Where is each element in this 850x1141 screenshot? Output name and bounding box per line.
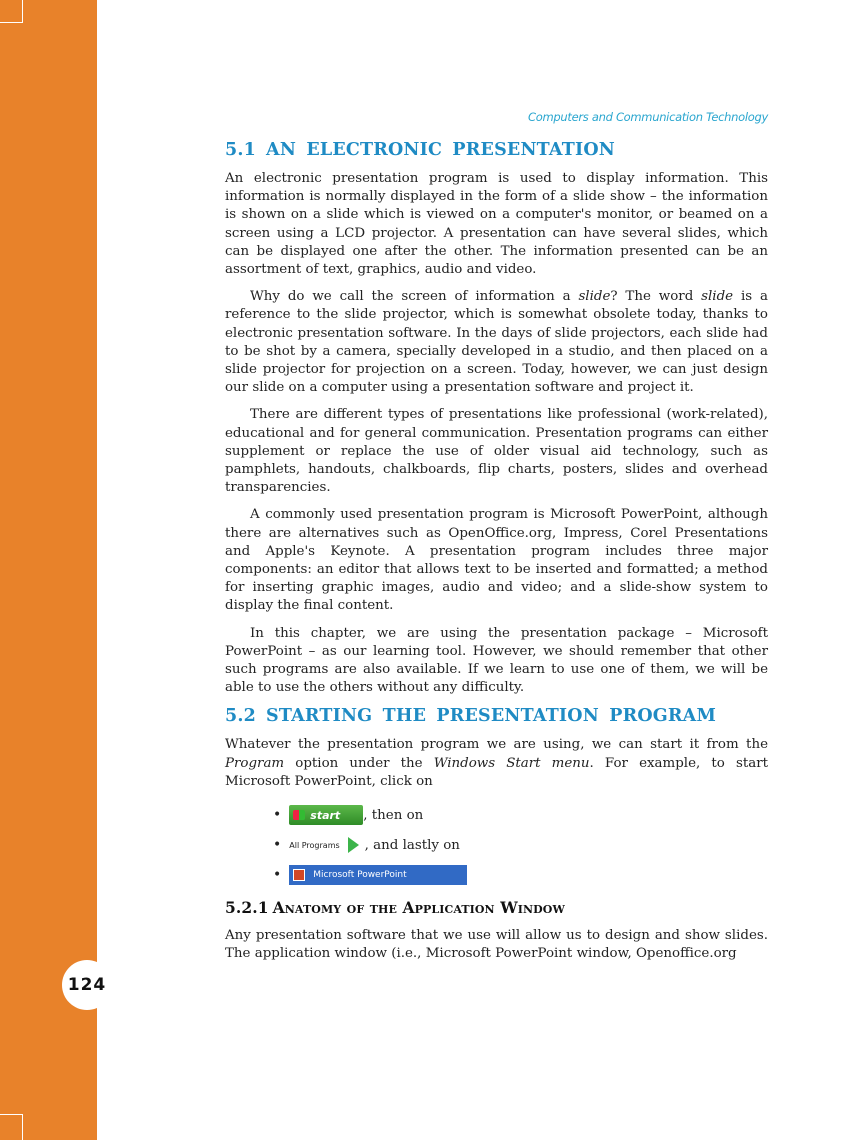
paragraph-slide [225,288,768,397]
italic-term: slide [578,289,611,305]
italic-term: Windows Start menu [433,755,590,771]
section-title: AN ELECTRONIC PRESENTATION [266,140,615,160]
step-text: , then on [363,807,424,823]
paragraph: An electronic presentation program is used to display information. This information is normally displayed in the form of a slide show – the information is shown on a slide which is viewed on a computer's monitor, or beamed on a screen using a LCD projector. A presentation can have several slides, which can be displayed one after the other. The information presented can be an assortment of text, graphics, audio and video. [225,171,768,278]
section-number: 5.1 [225,140,257,160]
windows-flag-icon [293,810,305,820]
powerpoint-menu-item[interactable] [289,865,467,885]
section-heading-5-1 [225,140,768,160]
all-programs-menu-item[interactable] [289,837,362,853]
subsection-heading-5-2-1 [225,898,768,917]
powerpoint-icon [293,869,305,881]
subsection-title: Anatomy of the Application Window [272,898,565,918]
page-content [225,110,768,973]
paragraph-intro [225,736,768,791]
bullet: • [273,807,282,824]
text-run: Whatever the presentation program we are using, we can start it from the [225,737,768,753]
paragraph: Any presentation software that we use will allow us to design and show slides. The application window (i.e., Microsoft PowerPoint window, Openoffice.org [225,928,768,962]
section-title: STARTING THE PRESENTATION PROGRAM [266,706,717,727]
running-head: Computers and Communication Technology [528,110,768,124]
text-run: option under the [284,755,434,771]
green-arrow-icon [348,837,359,853]
subsection-number: 5.2.1 [225,898,269,918]
paragraph: A commonly used presentation program is Microsoft PowerPoint, although there are alternatives such as OpenOffice.org, Impress, Corel Presentations and Apple's Keynote. A presentation program includes three major components: an editor that allows text to be inserted and formatted; a method for inserting graphic images, audio and video; and a slide-show system to display the final content. [225,507,768,614]
text-run: Why do we call the screen of information a [250,289,579,305]
start-button-label: start [310,808,341,822]
italic-term: slide [701,289,734,305]
list-item [273,860,768,890]
section-number: 5.2 [225,706,257,727]
crop-mark-top [0,0,23,23]
bullet: • [273,867,282,884]
crop-mark-bottom [0,1114,23,1141]
start-button[interactable] [289,805,363,825]
powerpoint-label: Microsoft PowerPoint [313,870,407,881]
all-programs-label: All Programs [289,840,340,850]
step-text: , and lastly on [364,837,460,853]
steps-list [273,800,768,890]
section-heading-5-2 [225,706,768,726]
text-run: ? The word [610,289,702,305]
text-run: is a reference to the slide projector, which is somewhat obsolete today, thanks to electronic presentation software. In the days of slide projectors, each slide had to be shot by a camera, specially developed in a studio, and then placed on a slide projector for projection on a screen. Today, however, we can just design our slide on a computer using a presentation software and project it. [225,289,768,396]
italic-term: Program [225,755,285,771]
paragraph: In this chapter, we are using the presentation package – Microsoft PowerPoint – as our learning tool. However, we should remember that other such programs are also available. If we learn to use one of them, we will be able to use the others without any difficulty. [225,625,768,696]
text-run: . For example, to start Microsoft PowerPoint, click on [225,755,768,789]
paragraph: There are different types of presentations like professional (work-related), educational and for general communication. Presentation programs can either supplement or replace the use of older visual aid technology, such as pamphlets, handouts, chalkboards, flip charts, posters, slides and overhead transparencies. [225,407,768,496]
bullet: • [273,837,282,854]
list-item [273,800,768,830]
list-item [273,830,768,860]
page-number: 124 [62,960,112,1010]
